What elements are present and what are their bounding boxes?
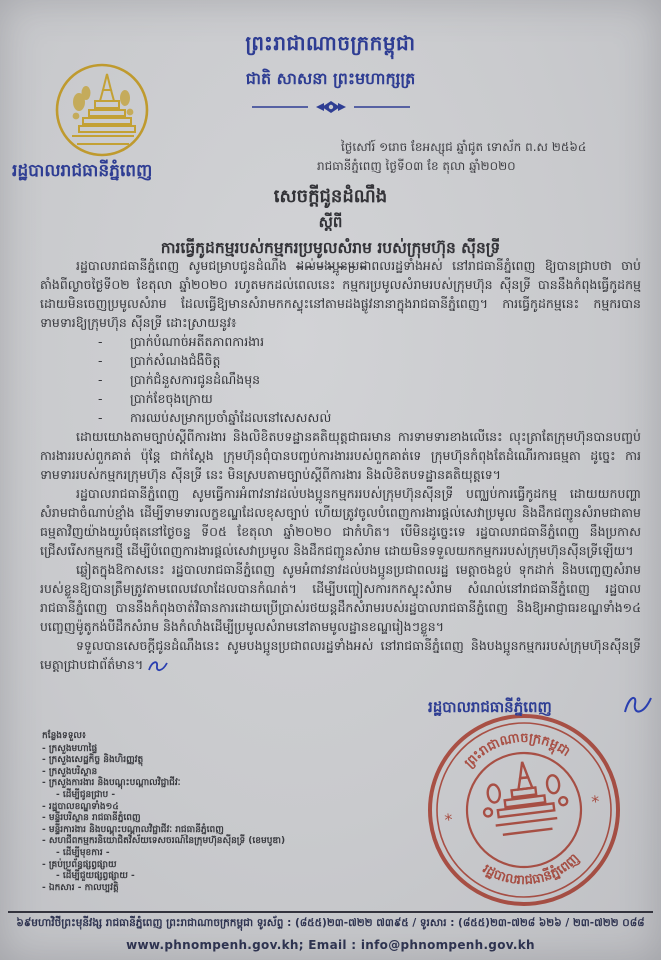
national-motto: ជាតិ សាសនា ព្រះមហាក្សត្រ [245, 69, 416, 88]
dash-bullet: - [98, 391, 103, 406]
footer-contact: www.phnompenh.gov.kh; Email : info@phnompenh.gov.kh [126, 938, 535, 952]
paragraph-2: ដោយយោងតាមច្បាប់ស្តីពីការងារ និងលិខិតបទដ្ឋានគតិយុត្តជាធរមាន ការទាមទារខាងលើនេះ លុះត្រាតែក្រុមហ៊ុនបានបញ្ចប់ការងាររបស់ពួកគាត់ ប៉ុន្តែ ជាក់ស្តែង ក្រុមហ៊ុនពុំបានបញ្ចប់ការងាររបស់ពួកគាត់ទេ ក្រុមហ៊ុនកំពុងតែដំណើរការធម្មតា ដូច្នេះ ការទាមទាររបស់កម្មករក្រុមហ៊ុន ស៊ីនទ្រី នេះ មិនស្របតាមច្បាប់ស្តីពីការងារ និងលិខិតបទដ្ឋានគតិយុត្តទេ។ [40, 429, 641, 482]
gregorian-date: រាជធានីភ្នំពេញ ថ្ងៃទី០៣ ខែ តុលា ឆ្នាំ២០២០ [317, 159, 516, 173]
signing-authority: រដ្ឋបាលរាជធានីភ្នំពេញ [428, 698, 552, 716]
paragraph-3: រដ្ឋបាលរាជធានីភ្នំពេញ សូមធ្វើការអំពាវនាវដល់បងប្អូនកម្មកររបស់ក្រុមហ៊ុនស៊ីនទ្រី បញ្ឈប់ការធ្វើកូដកម្ម ដោយយកបញ្ហាសំរាមជាចំណាប់ខ្មាំង ដើម្បីទាមទារលក្ខខណ្ឌដែលខុសច្បាប់ ហើយត្រូវចូលបំពេញការងារផ្តល់សេវាប្រមូល និងដឹកជញ្ជូនសំរាមជាតាមធម្មតាវិញយ៉ាងយូរបំផុតនៅថ្ងៃចន្ទ ទី០៥ ខែតុលា ឆ្នាំ២០២០ ជាកំហិត។ បើមិនដូច្នេះទេ រដ្ឋបាលរាជធានីភ្នំពេញ នឹងប្រកាសជ្រើសរើសកម្មករថ្មី ដើម្បីបំពេញការងារផ្តល់សេវាប្រមូល និងដឹកជញ្ជូនសំរាម ដោយមិនទទួលយកកម្មកររបស់ក្រុមហ៊ុនស៊ីនទ្រីឡើយ។ [40, 486, 641, 558]
list-item-label: ការឈប់សម្រាកប្រចាំឆ្នាំដែលនៅសេសសល់ [130, 410, 332, 425]
lunar-date: ថ្ងៃសៅរ៍ ១រោច ខែអស្សុជ ឆ្នាំជូត ទោស័ក ព.ស ២៥៦៤ [341, 140, 587, 154]
list-item [98, 332, 641, 351]
title-line-announcement: សេចក្តីជូនដំណឹង [273, 186, 388, 207]
list-item-label: ប្រាក់ជំនួសការជូនដំណឹងមុន [130, 372, 261, 387]
title-line-subject: ការធ្វើកូដកម្មរបស់កម្មករប្រមូលសំរាម របស់ក្រុមហ៊ុន ស៊ីនទ្រី [160, 239, 501, 257]
cc-item: - សហជីពកម្មករនិយោជិតវិស័យទេសចរណ៍នៃក្រុមហ៊ុនស៊ីនទ្រី (ខេមបូឌា) [42, 836, 286, 847]
footer-divider [8, 911, 653, 913]
stamp-temple-art [478, 757, 570, 837]
dash-bullet: - [98, 372, 103, 387]
list-item [98, 370, 641, 389]
cc-item: - ក្រសួងការងារ និងបណ្តុះបណ្តាលវិជ្ជាជីវៈ [42, 778, 181, 789]
cc-item: - ក្រសួងសេដ្ឋកិច្ច និងហិរញ្ញវត្ថុ [42, 755, 144, 766]
dash-bullet: - [98, 353, 103, 368]
cc-item: - មន្ទីរបរិស្ថាន រាជធានីភ្នំពេញ [42, 813, 141, 824]
stamp-bottom-text: រដ្ឋបាលរាជធានីភ្នំពេញ [479, 851, 583, 889]
demand-list [98, 332, 641, 427]
paragraph-5-text: ទទួលបានសេចក្តីជូនដំណឹងនេះ សូមបងប្អូនប្រជាពលរដ្ឋទាំងអស់ នៅរាជធានីភ្នំពេញ និងបងប្អូនកម្មកររបស់ក្រុមហ៊ុនស៊ីនទ្រីមេត្តាជ្រាបជាព័ត៌មាន។ [40, 638, 641, 672]
list-item-label: ប្រាក់ខែចុងក្រោយ [130, 391, 213, 406]
initial-signature-mark-icon [147, 659, 169, 673]
dash-bullet: - [98, 334, 103, 349]
footer-address: ៦៩មហាវិថីព្រះមុនីវង្ស រាជធានីភ្នំពេញ ព្រះរាជាណាចក្រកម្ពុជា ទូរស័ព្ទ : (៨៥៥)២៣-៧២២ ៧៣៩៥ / ទូរសារ : (៨៥៥)២៣-៧២៨ ៦២៦ / ២៣-៧២២ ០៨៨ [16, 917, 645, 929]
header-divider-ornament [246, 100, 416, 114]
cc-item: - គ្រប់ប្រព័ន្ធផ្សព្វផ្សាយ [42, 859, 117, 870]
paragraph-1: រដ្ឋបាលរាជធានីភ្នំពេញ សូមជម្រាបជូនដំណឹង ដល់បងប្អូនប្រជាពលរដ្ឋទាំងអស់ នៅរាជធានីភ្នំពេញ ឱ្យបានជ្រាបថា ចាប់តាំងពីល្ងាចថ្ងៃទី០២ ខែតុលា ឆ្នាំ២០២០ រហូតមកដល់ពេលនេះ កម្មករប្រមូលសំរាមរបស់ក្រុមហ៊ុន ស៊ីនទ្រី បាននឹងកំពុងធ្វើកូដកម្ម ដោយមិនចេញប្រមូលសំរាម ដែលធ្វើឱ្យមានសំរាមកកស្ទុះនៅតាមដងផ្លូវនានាក្នុងរាជធានីភ្នំពេញ។ ការធ្វើកូដកម្មនេះ កម្មករបានទាមទារឱ្យក្រុមហ៊ុន ស៊ីនទ្រី ដោះស្រាយនូវ៖ [40, 258, 641, 330]
list-item [98, 389, 641, 408]
list-item [98, 351, 641, 370]
cc-item-note: - ដើម្បីជួយផ្សព្វផ្សាយ - [56, 871, 135, 882]
stamp-star-left: * [443, 809, 454, 830]
svg-text:ព្រះរាជាណាចក្រកម្ពុជា [459, 724, 574, 772]
paragraph-5 [40, 636, 641, 674]
list-item-label: ប្រាក់បំណាច់អតីតភាពការងារ [130, 334, 265, 349]
signature-zone [410, 698, 655, 889]
cc-item: - ឯកសារ - កាលប្បវត្តិ [42, 882, 119, 893]
issuer-name: រដ្ឋបាលរាជធានីភ្នំពេញ [12, 161, 153, 181]
phnom-penh-seal-logo [52, 60, 152, 160]
dateline [317, 138, 647, 176]
dash-bullet: - [98, 410, 103, 425]
title-line-regarding: ស្តីពី [318, 213, 343, 231]
list-item-label: ប្រាក់សំណងជំងឺចិត្ត [130, 353, 221, 368]
paragraph-4: ឆ្លៀតក្នុងឱកាសនេះ រដ្ឋបាលរាជធានីភ្នំពេញ សូមអំពាវនាវដល់បងប្អូនប្រជាពលរដ្ឋ មេត្តាចងខ្ចប់ ទុកដាក់ និងបញ្ចេញសំរាមរបស់ខ្លួនឱ្យបានត្រឹមត្រូវតាមពេលវេលាដែលបានកំណត់។ ដើម្បីបញ្ចៀសការកកស្ទុះសំរាម សំណល់នៅរាជធានីភ្នំពេញ រដ្ឋបាលរាជធានីភ្នំពេញ បាននឹងកំពុងចាត់វិធានការដោយប្រើប្រាស់រថយន្តដឹកសំរាមរបស់រដ្ឋបាលរាជធានីភ្នំពេញ និងឱ្យអាជ្ញាធរខណ្ឌទាំង១៤ បញ្ចេញម៉ូតូកង់បីដឹកសំរាម និងកំលាំងដើម្បីប្រមូលសំរាមនៅតាមមូលដ្ឋានខណ្ឌរៀងៗខ្លួន។ [40, 562, 641, 634]
stamp-star-right: * [590, 791, 601, 812]
body-text [40, 256, 641, 702]
cc-heading: កន្លែងទទួល៖ [42, 731, 86, 741]
svg-text:រដ្ឋបាលរាជធានីភ្នំពេញ [478, 850, 585, 894]
cc-item: - ក្រសួងមហាផ្ទៃ [42, 743, 98, 754]
cc-item: - ក្រសួងបរិស្ថាន [42, 766, 98, 777]
signature-squiggle-icon [621, 692, 655, 718]
document-footer [0, 911, 661, 952]
cc-list [42, 731, 372, 894]
cc-item-note: - ដើម្បីមុខការ - [56, 847, 110, 858]
cc-item: - មន្ទីរការងារ និងបណ្តុះបណ្តាលវិជ្ជាជីវៈ រាជធានីភ្នំពេញ [42, 824, 224, 835]
cc-item: - រដ្ឋបាលខណ្ឌទាំង១៤ [42, 801, 119, 812]
official-red-stamp [413, 699, 636, 922]
cc-item-note: - ដើម្បីជូនជ្រាប - [56, 789, 116, 800]
list-item [98, 408, 641, 427]
kingdom-title: ព្រះរាជាណាចក្រកម្ពុជា [245, 31, 416, 55]
stamp-top-text: ព្រះរាជាណាចក្រកម្ពុជា [461, 730, 573, 772]
